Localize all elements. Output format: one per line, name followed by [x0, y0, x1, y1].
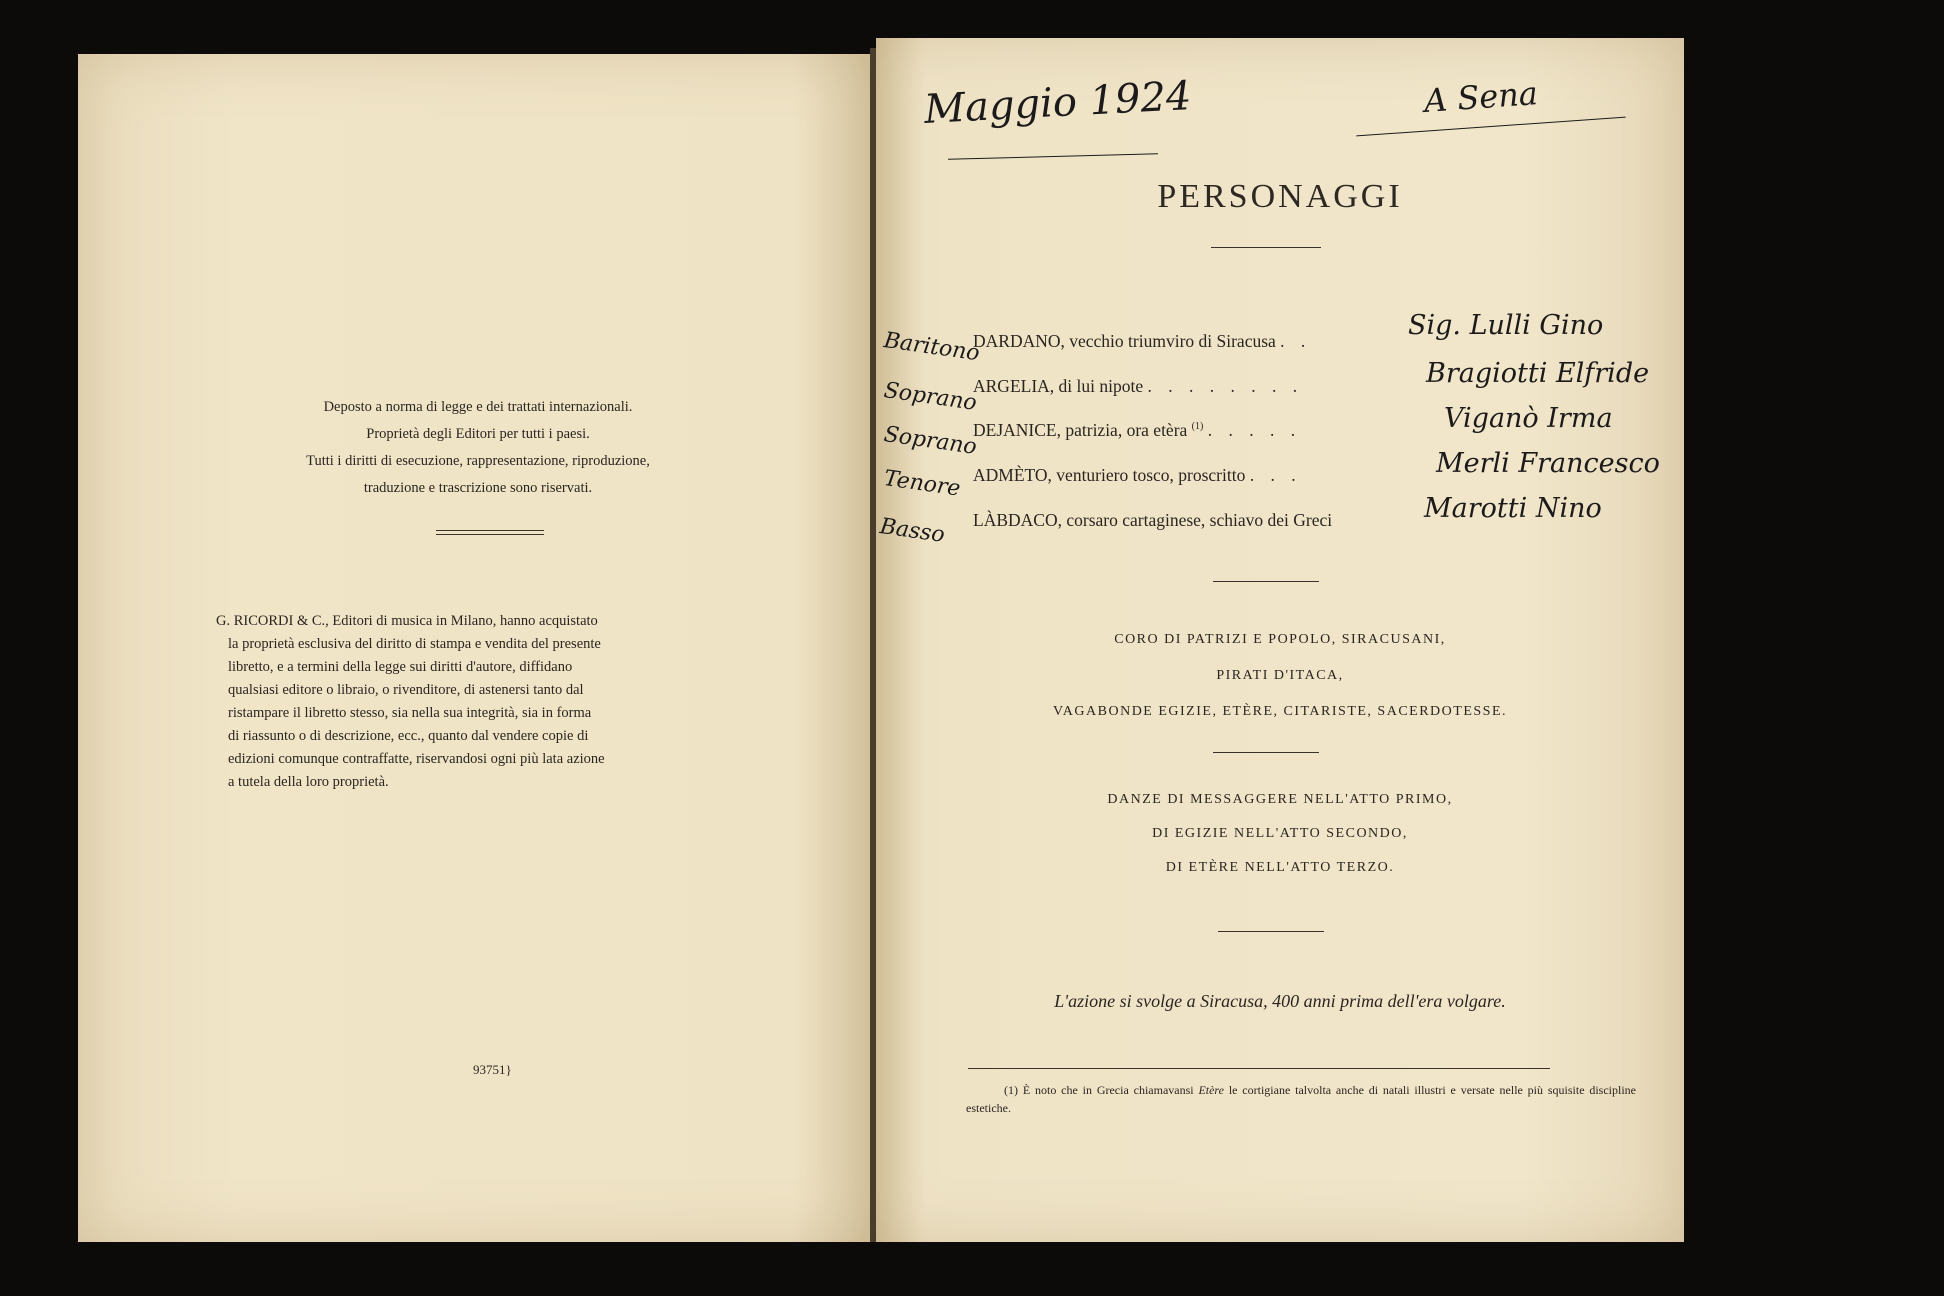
character-desc: , patrizia, ora etèra	[1056, 420, 1188, 440]
character-desc: , corsaro cartaginese, schiavo dei Greci	[1057, 510, 1333, 530]
chorus-line: CORO DI PATRIZI E POPOLO, SIRACUSANI,	[1114, 632, 1446, 647]
notice-line: qualsiasi editore o libraio, o rivenditore, di astenersi tanto dal	[228, 682, 584, 698]
singer-name: Sig. Lulli Gino	[1408, 310, 1604, 341]
notice-line: a tutela della loro proprietà.	[228, 774, 389, 790]
chorus-line: VAGABONDE EGIZIE, ETÈRE, CITARISTE, SACERDOTESSE.	[1053, 704, 1507, 719]
legal-line: Tutti i diritti di esecuzione, rappresentazione, riproduzione,	[306, 453, 650, 469]
notice-line: ristampare il libretto stesso, sia nella sua integrità, sia in forma	[228, 705, 592, 721]
character-name: DEJANICE	[973, 420, 1057, 440]
character-desc: , di lui nipote	[1049, 376, 1144, 396]
copyright-notice	[178, 394, 778, 502]
voice-type: Soprano	[882, 422, 979, 460]
voice-type: Tenore	[882, 466, 962, 502]
legal-line: traduzione e trascrizione sono riservati.	[363, 480, 593, 496]
notice-line: G. RICORDI & C., Editori di musica in Milano, hanno acquistato	[216, 613, 598, 629]
right-page	[876, 38, 1684, 1242]
chorus-line: PIRATI D'ITACA,	[1216, 668, 1344, 683]
character-row	[973, 420, 1301, 441]
publisher-notice	[216, 610, 753, 794]
notice-line: libretto, e a termini della legge sui diritti d'autore, diffidano	[228, 659, 573, 675]
chorus-list	[876, 622, 1684, 730]
leader-dots: . . . . .	[1207, 420, 1302, 440]
character-row	[973, 331, 1311, 352]
character-name: LÀBDACO	[973, 510, 1058, 530]
legal-line: Proprietà degli Editori per tutti i paesi.	[366, 426, 590, 442]
character-name: ARGELIA	[973, 376, 1050, 396]
voice-type: Basso	[878, 514, 947, 548]
footnote-marker: (1)	[1191, 421, 1204, 433]
character-name: DARDANO	[973, 331, 1061, 351]
dance-list	[876, 783, 1684, 885]
notice-line: la proprietà esclusiva del diritto di stampa e vendita del presente	[228, 636, 601, 652]
section-rule	[1218, 931, 1324, 932]
page-title: PERSONAGGI	[1157, 178, 1403, 215]
dance-line: DI EGIZIE NELL'ATTO SECONDO,	[1152, 826, 1408, 841]
leader-dots: . . .	[1249, 465, 1302, 485]
notice-line: di riassunto o di descrizione, ecc., quanto dal vendere copie di	[228, 728, 589, 744]
notice-line: edizioni comunque contraffatte, riservandosi ogni più lata azione	[228, 751, 605, 767]
character-desc: , vecchio triumviro di Siracusa	[1060, 331, 1276, 351]
character-row	[973, 376, 1303, 397]
singer-name: Merli Francesco	[1436, 448, 1660, 479]
footnote	[966, 1081, 1636, 1117]
footnote-number: (1)	[1004, 1083, 1018, 1097]
legal-line: Deposto a norma di legge e dei trattati internazionali.	[323, 399, 633, 415]
leader-dots: . .	[1280, 331, 1312, 351]
footnote-text: le cortigiane talvolta anche di natali illustri e versate nelle più squisite discipline estetiche.	[966, 1083, 1637, 1115]
character-row	[973, 510, 1332, 531]
dance-line: DANZE DI MESSAGGERE NELL'ATTO PRIMO,	[1107, 792, 1453, 807]
open-libretto	[78, 38, 1684, 1242]
voice-type: Baritono	[882, 328, 982, 367]
section-rule	[1213, 752, 1319, 753]
footnote-emphasis: Etère	[1198, 1083, 1224, 1097]
left-page	[78, 54, 872, 1242]
section-rule	[1213, 581, 1319, 582]
voice-type: Soprano	[882, 378, 979, 416]
double-rule-divider	[436, 530, 544, 535]
handwritten-underline	[948, 153, 1158, 159]
singer-name: Viganò Irma	[1444, 403, 1613, 434]
footnote-text: È noto che in Grecia chiamavansi	[1022, 1083, 1199, 1097]
setting-statement: L'azione si svolge a Siracusa, 400 anni prima dell'era volgare.	[1054, 991, 1506, 1011]
character-row	[973, 465, 1302, 486]
character-desc: , venturiero tosco, proscritto	[1047, 465, 1246, 485]
singer-name: Marotti Nino	[1424, 493, 1602, 524]
singer-name: Bragiotti Elfride	[1426, 358, 1650, 389]
footnote-rule	[968, 1068, 1550, 1069]
character-name: ADMÈTO	[973, 465, 1048, 485]
signature-flourish	[1356, 117, 1625, 137]
plate-number: 93751}	[473, 1062, 512, 1077]
handwritten-date: Maggio 1924	[922, 73, 1193, 133]
leader-dots: . . . . . . . .	[1147, 376, 1304, 396]
dance-line: DI ETÈRE NELL'ATTO TERZO.	[1165, 860, 1395, 875]
title-rule	[1211, 247, 1321, 248]
handwritten-signature: A Sena	[1422, 74, 1540, 120]
